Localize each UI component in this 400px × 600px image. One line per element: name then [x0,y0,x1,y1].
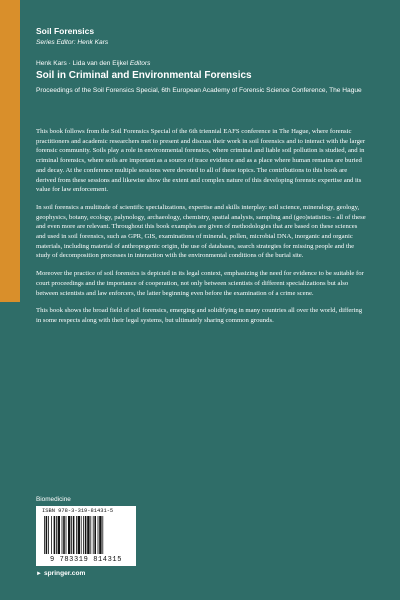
publisher-url[interactable] [36,570,85,577]
barcode-bar [81,516,82,554]
editor-names: Henk Kars · Lida van den Eijkel [36,60,128,67]
publisher-url-text: springer.com [43,570,86,577]
barcode-bar [83,516,84,554]
barcode-bar [93,516,94,554]
barcode-bar [73,516,75,554]
arrow-icon: ► [36,571,42,577]
series-editor: Series Editor: Henk Kars [36,39,109,46]
barcode-bar [94,516,96,554]
subject-category: Biomedicine [36,496,71,503]
accent-bar [0,0,20,302]
barcode-bar [51,516,52,554]
barcode-bar [71,516,72,554]
blurb-paragraph-2: In soil forensics a multitude of scientific specializations, expertise and skills interplay: soil science, mineralogy, geology, geophysics, botany, ecology, palynology, archaeology, chemistry, spatial analysis, sampling and (geo)statistics - all of these and even more are relevant. Throughout this book examples are given of methodologies that are based on these sciences and used in soil forensics, such as GPR, GIS, examinations of minerals, pollen, microbial DNA, inorganic and organic materials, including material of anthropogenic origin, the use of databases, search strategies for missing people and the study of decomposition processes in interaction with the environmental conditions of the burial site. [36,203,366,260]
series-title: Soil Forensics [36,26,95,36]
editor-role: Editors [129,60,151,67]
barcode-bar [90,516,91,554]
book-editors [36,60,150,67]
barcode-bar [78,516,80,554]
blurb-paragraph-3: Moreover the practice of soil forensics is depicted in its legal context, emphasizing the need for evidence to be suitable for court proceedings and the importance of cooperation, not only between scientists of different specializations but also between scientists and law enforcers, the latter beginning even before the examination of a crime scene. [36,270,364,297]
barcode-digits: 9 783319 814315 [49,556,122,564]
isbn: ISBN 978-3-319-81431-5 [42,508,114,514]
barcode-bar [98,516,99,554]
barcode-bar [56,516,57,554]
blurb-paragraph-1: This book follows from the Soil Forensics Special of the 6th triennial EAFS conference in The Hague, where forensic practitioners and academic researchers met to present and discuss their work in soil forensics and to interact with the larger forensic community. Soils play a role in environmental forensics, where criminal and liable soil pollution is studied, and in criminal forensics, where soils are important as a source of trace evidence and as a place where human remains are buried and decay. At the conference multiple sessions were devoted to all of these topics. The contributions to this book are derived from these sessions and likewise show the extent and complex nature of this developing forensic expertise and its value for law enforcement. [36,128,366,194]
book-subtitle: Proceedings of the Soil Forensics Special, 6th European Academy of Forensic Science Conference, The Hague [36,87,362,94]
barcode [36,506,136,566]
blurb-paragraph-4: This book shows the broad field of soil forensics, emerging and solidifying in many countries all over the world, differing in some respects along with their legal systems, but ultimately sharing common grounds. [36,307,363,324]
barcode-bar [87,516,89,554]
barcode-bar [62,516,63,554]
blurb [36,127,368,334]
barcode-bar [48,516,49,554]
barcode-bar [54,516,56,554]
barcode-bar [46,516,48,554]
barcode-bars [44,516,130,554]
barcode-bar [102,516,103,554]
barcode-bar [99,516,101,554]
barcode-bar [63,516,65,554]
barcode-bar [66,516,67,554]
barcode-bar [58,516,60,554]
barcode-bar [68,516,70,554]
book-title: Soil in Criminal and Environmental Forensics [36,70,252,81]
barcode-bar [76,516,77,554]
barcode-bar [44,516,45,554]
barcode-bar [85,516,87,554]
